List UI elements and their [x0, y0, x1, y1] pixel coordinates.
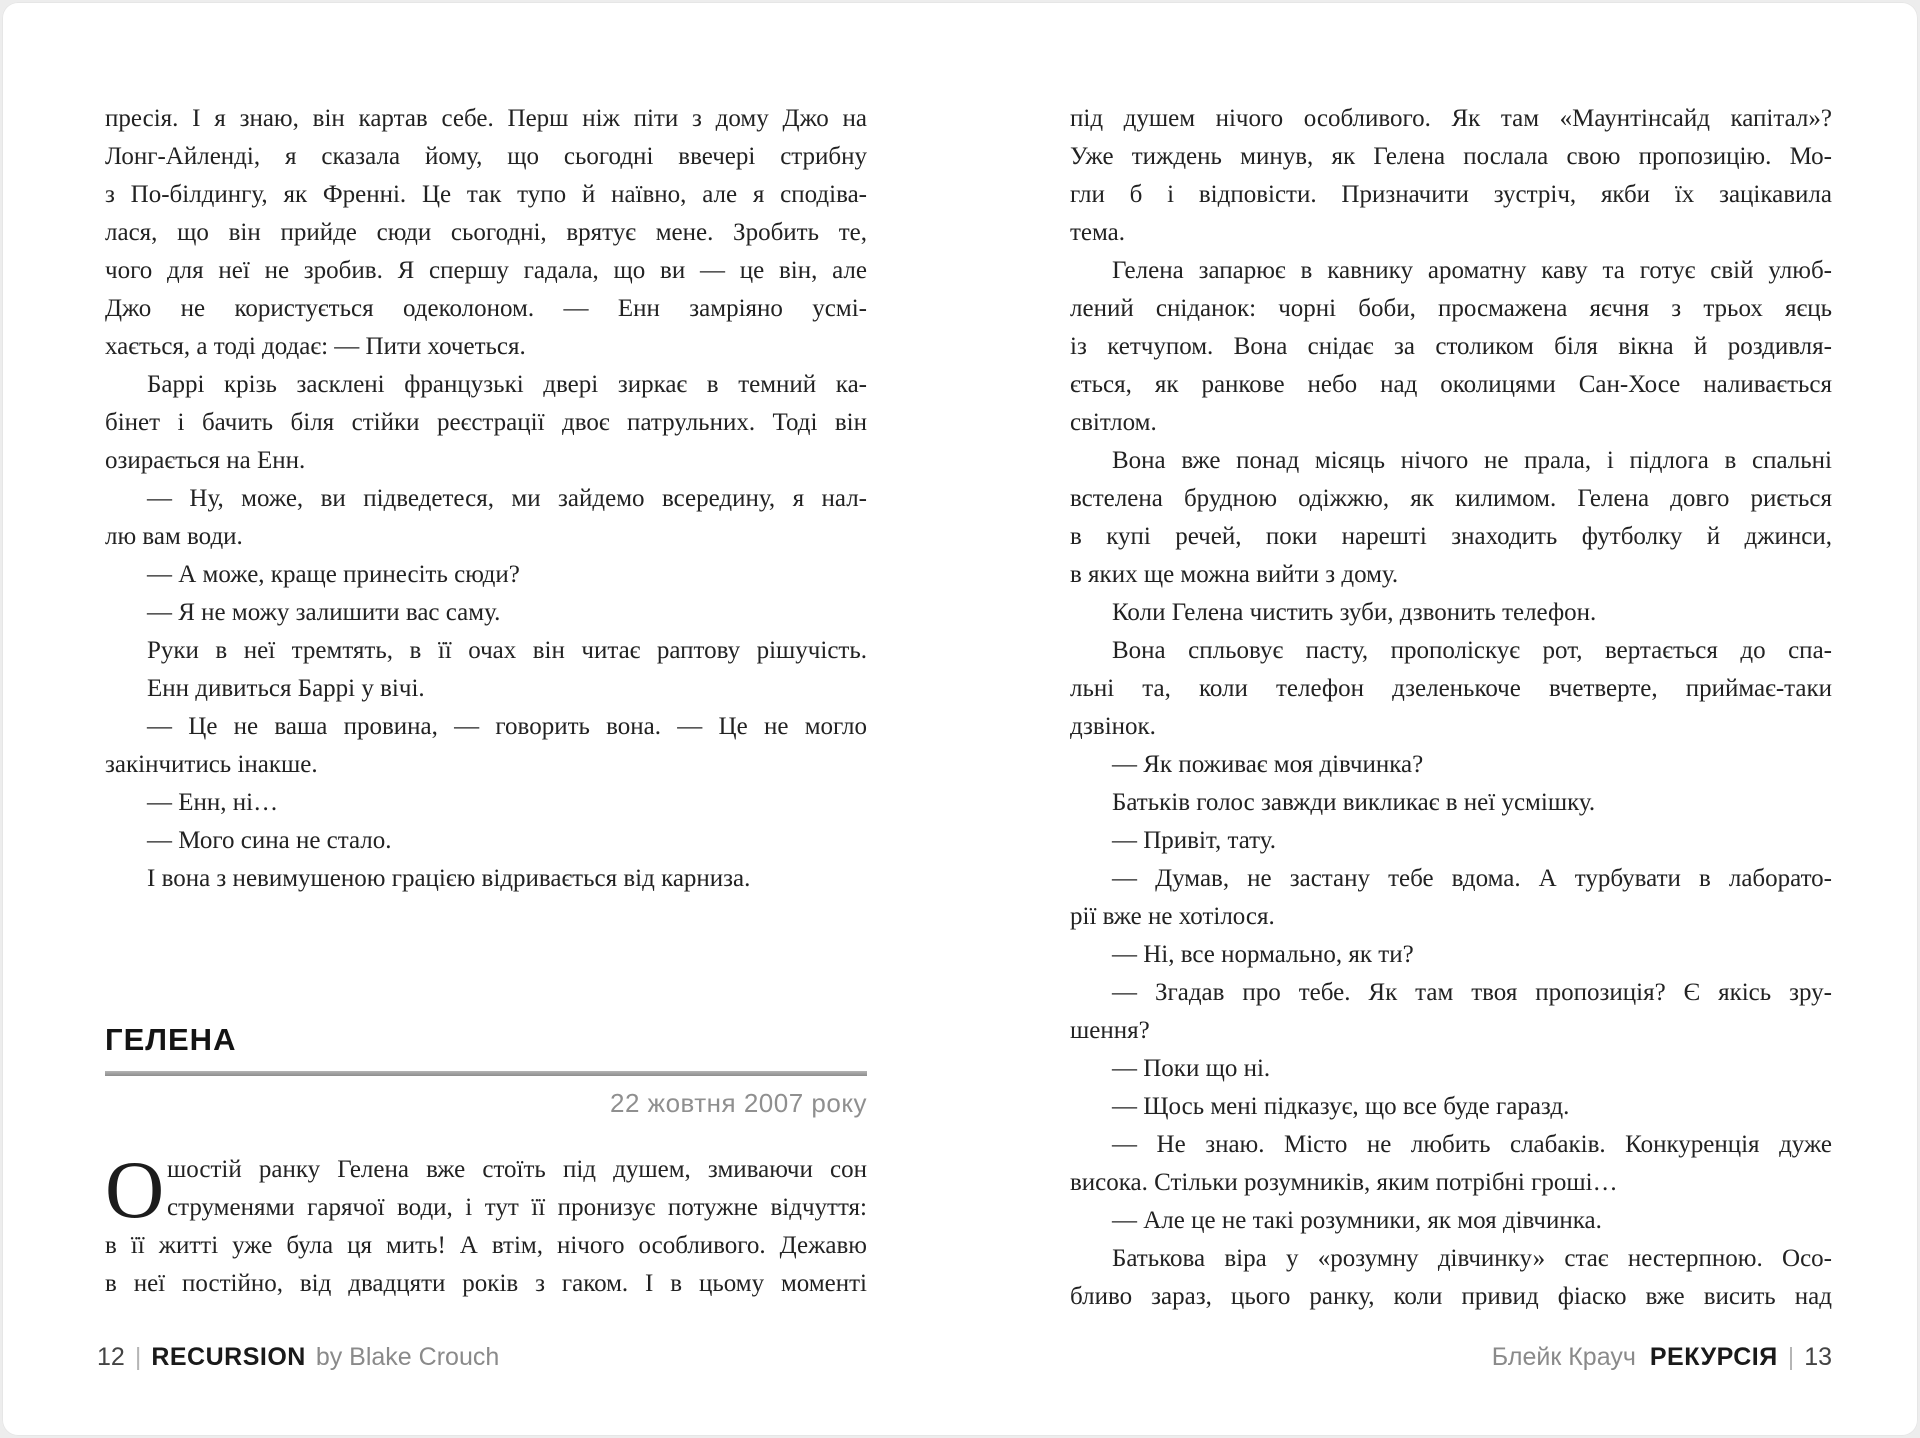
text-line: Вона вже понад місяць нічого не прала, і підлога в спальні: [1112, 447, 1832, 474]
right-page-text-column: [1070, 100, 1832, 1316]
text-line: льні та, коли телефон дзеленькоче вчетверте, приймає-таки: [1070, 675, 1832, 702]
text-line: — А може, краще принесіть сюди?: [147, 561, 520, 588]
text-line: — Поки що ні.: [1112, 1055, 1271, 1082]
book-byline: by Blake Crouch: [315, 1343, 500, 1371]
section-date: 22 жовтня 2007 року: [610, 1088, 867, 1118]
paragraph: [105, 632, 867, 708]
paragraph: [1070, 1050, 1832, 1088]
text-line: І вона з невимушеною грацією відривається від карниза.: [147, 865, 751, 892]
text-line: гли б і відповісти. Призначити зустріч, якби їх зацікавила: [1070, 181, 1832, 208]
paragraph: [105, 556, 867, 594]
paragraph: [1070, 442, 1832, 594]
text-line: висока. Стільки розумників, яким потрібні гроші…: [1070, 1169, 1618, 1196]
text-line: Баррі крізь засклені французькі двері зиркає в темний ка-: [147, 371, 867, 398]
book-spread: [2, 2, 1918, 1436]
left-page-text-column: [105, 100, 867, 1303]
book-title-en: RECURSION: [151, 1343, 306, 1371]
paragraph: [105, 860, 867, 898]
paragraph: [1070, 784, 1832, 822]
text-line: Лонг-Айленді, я сказала йому, що сьогодні ввечері стрибну: [105, 143, 867, 170]
section-heading: ГЕЛЕНА: [105, 1022, 237, 1057]
text-line: лася, що він прийде сюди сьогодні, врятує мене. Зробить те,: [105, 219, 867, 246]
text-line: пресія. І я знаю, він картав себе. Перш ніж піти з дому Джо на: [105, 105, 867, 132]
text-line: Коли Гелена чистить зуби, дзвонить телефон.: [1112, 599, 1597, 626]
paragraph: [105, 594, 867, 632]
text-line: — Згадав про тебе. Як там твоя пропозиція? Є якісь зру-: [1112, 979, 1832, 1006]
text-line: дзвінок.: [1070, 713, 1156, 740]
text-line: — Привіт, тату.: [1112, 827, 1277, 854]
book-title-uk: РЕКУРСІЯ: [1649, 1343, 1778, 1371]
text-line: струменями гарячої води, і тут її пронизує потужне відчуття:: [167, 1194, 867, 1221]
paragraph: [1070, 974, 1832, 1050]
text-line: Вона спльовує пасту, прополіскує рот, вертається до спа-: [1112, 637, 1832, 664]
text-line: тема.: [1070, 219, 1126, 246]
text-line: — Але це не такі розумники, як моя дівчинка.: [1112, 1207, 1602, 1234]
text-line: — Ні, все нормально, як ти?: [1112, 941, 1414, 968]
text-line: Джо не користується одеколоном. — Енн замріяно усмі-: [105, 295, 867, 322]
text-line: озирається на Енн.: [105, 447, 306, 474]
text-line: шостій ранку Гелена вже стоїть під душем, змиваючи сон: [167, 1156, 867, 1183]
paragraph: [105, 480, 867, 556]
paragraph: [105, 100, 867, 366]
text-line: — Мого сина не стало.: [147, 827, 392, 854]
text-line: — Щось мені підказує, що все буде гаразд.: [1112, 1093, 1570, 1120]
text-line: хається, а тоді додає: — Пити хочеться.: [105, 333, 526, 360]
paragraph: [1070, 936, 1832, 974]
text-line: — Енн, ні…: [147, 789, 279, 816]
text-line: з По-білдингу, як Френні. Це так тупо й наївно, але я сподіва-: [105, 181, 867, 208]
text-line: ється, як ранкове небо над околицями Сан-Хосе наливається: [1070, 371, 1832, 398]
right-page-number: 13: [1804, 1343, 1832, 1371]
text-line: Уже тиждень минув, як Гелена послала свою пропозицію. Мо-: [1070, 143, 1832, 170]
text-line: чого для неї не зробив. Я спершу гадала, що ви — це він, але: [105, 257, 867, 284]
left-page-number: 12: [97, 1343, 125, 1371]
paragraph: [1070, 1088, 1832, 1126]
text-line: Руки в неї тремтять, в її очах він читає раптову рішучість.: [147, 637, 867, 664]
text-line: — Думав, не застану тебе вдома. А турбувати в лаборато-: [1112, 865, 1832, 892]
paragraph: [105, 822, 867, 860]
paragraph: [1070, 632, 1832, 746]
text-line: — Ну, може, ви підведетеся, ми зайдемо всередину, я нал-: [147, 485, 867, 512]
text-line: — Це не ваша провина, — говорить вона. — Це не могло: [147, 713, 867, 740]
text-line: — Не знаю. Місто не любить слабаків. Конкуренція дуже: [1112, 1131, 1832, 1158]
paragraph: [1070, 1202, 1832, 1240]
footer-separator: |: [1787, 1343, 1795, 1371]
text-line: рії вже не хотілося.: [1070, 903, 1275, 930]
paragraph: [1070, 822, 1832, 860]
drop-cap: О: [105, 1144, 165, 1235]
book-author-uk: Блейк Крауч: [1491, 1343, 1636, 1371]
text-line: в її житті уже була ця мить! А втім, нічого особливого. Дежавю: [105, 1232, 867, 1259]
text-line: із кетчупом. Вона снідає за столиком біля вікна й роздивля-: [1070, 333, 1832, 360]
text-line: встелена брудною одіжжю, як килимом. Гелена довго риється: [1070, 485, 1832, 512]
section-divider: [105, 1071, 867, 1076]
text-line: Батькова віра у «розумну дівчинку» стає нестерпною. Осо-: [1112, 1245, 1832, 1272]
text-line: під душем нічого особливого. Як там «Маунтінсайд капітал»?: [1070, 105, 1832, 132]
paragraph: [105, 784, 867, 822]
text-line: світлом.: [1070, 409, 1157, 436]
paragraph: [1070, 100, 1832, 252]
text-line: лю вам води.: [105, 523, 243, 550]
paragraph: [105, 708, 867, 784]
text-line: Батьків голос завжди викликає в неї усмішку.: [1112, 789, 1596, 816]
paragraph: [1070, 860, 1832, 936]
text-line: — Як поживає моя дівчинка?: [1112, 751, 1424, 778]
text-line: лений сніданок: чорні боби, просмажена яєчня з трьох яєць: [1070, 295, 1832, 322]
text-line: Гелена запарює в кавнику ароматну каву та готує свій улюб-: [1112, 257, 1832, 284]
left-page-footer: [97, 1342, 499, 1372]
paragraph: [105, 366, 867, 480]
text-line: бливо зараз, цього ранку, коли привид фіаско вже висить над: [1070, 1283, 1832, 1310]
right-page-footer: [1070, 1342, 1832, 1372]
paragraph: [1070, 594, 1832, 632]
paragraph: [1070, 1126, 1832, 1202]
paragraph: [1070, 252, 1832, 442]
text-line: в купі речей, поки нарешті знаходить футболку й джинси,: [1070, 523, 1832, 550]
text-line: Енн дивиться Баррі у вічі.: [147, 675, 425, 702]
paragraph: [1070, 1240, 1832, 1316]
text-line: бінет і бачить біля стійки реєстрації двоє патрульних. Тоді він: [105, 409, 867, 436]
text-line: — Я не можу залишити вас саму.: [147, 599, 501, 626]
opening-paragraph: [105, 1144, 867, 1303]
text-line: шення?: [1070, 1017, 1150, 1044]
text-line: в яких ще можна вийти з дому.: [1070, 561, 1399, 588]
text-line: в неї постійно, від двадцяти років з гаком. І в цьому моменті: [105, 1270, 867, 1297]
text-line: закінчитись інакше.: [105, 751, 318, 778]
paragraph: [1070, 746, 1832, 784]
footer-separator: |: [134, 1343, 142, 1371]
